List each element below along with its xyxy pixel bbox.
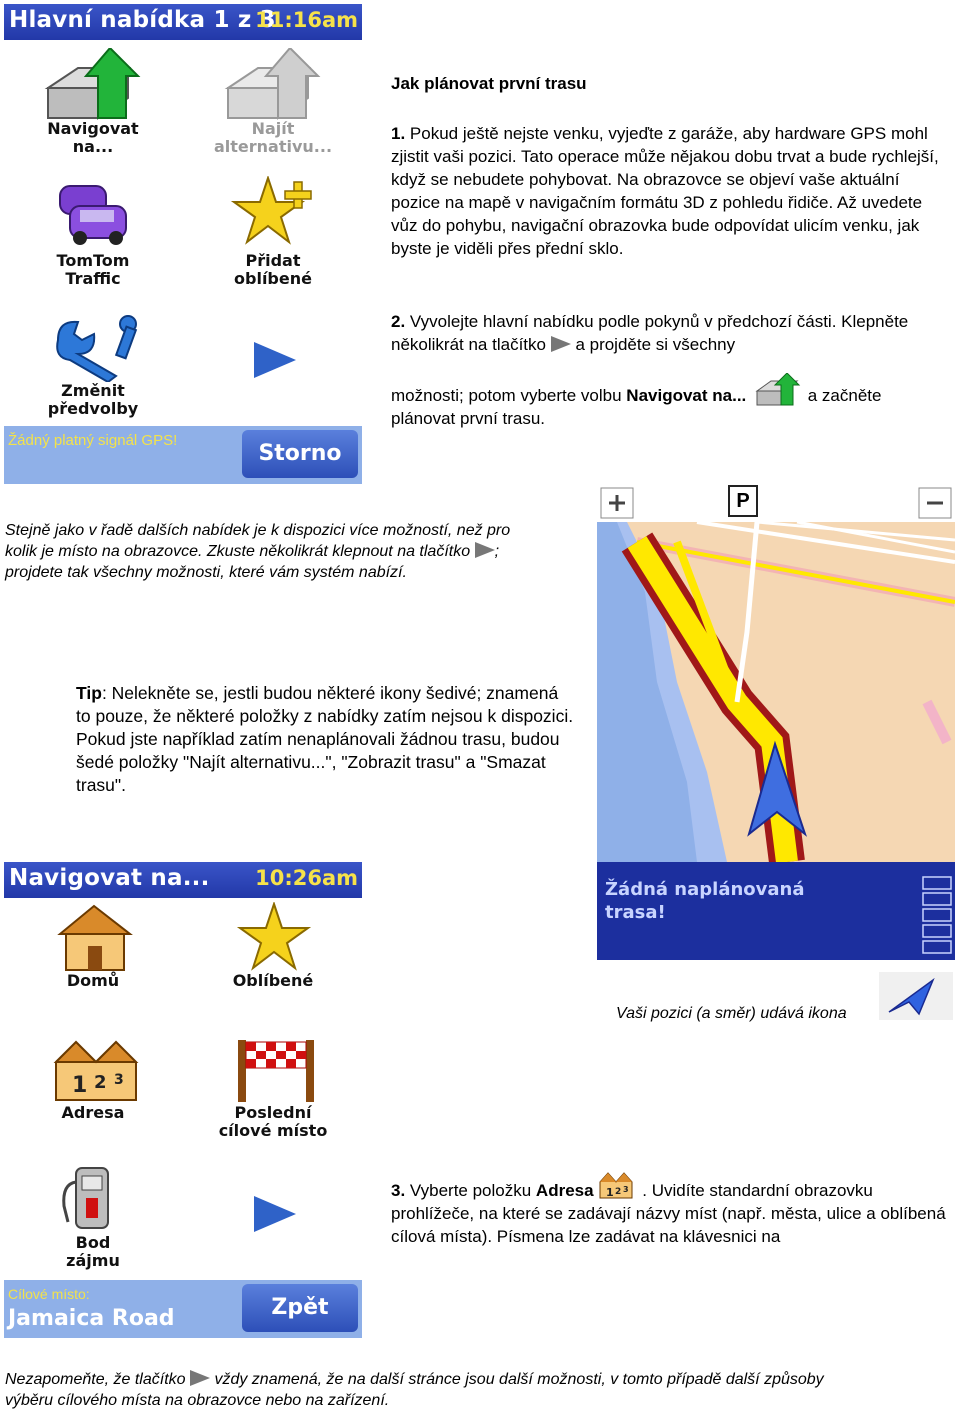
step-3-text-b: . Uvidíte standardní obrazovku prohlížeče, na které se zadávají názvy míst (např. města, ulice a oblíbená cílová místa). Písmena lze zadávat na klávesnici na — [391, 1181, 946, 1246]
main-menu-titlebar — [4, 4, 362, 40]
step-2-text-a: Vyvolejte hlavní nabídku podle pokynů v předchozí části. Klepněte několikrát na tlačítko — [391, 312, 909, 354]
finish-flag-icon — [198, 1034, 348, 1106]
destination-label: Cílové místo: — [8, 1286, 90, 1302]
add-fav-label-2: oblíbené — [234, 269, 312, 288]
navigate-label-1: Navigovat — [47, 119, 139, 138]
main-menu-screen — [4, 4, 362, 484]
step-2-line-3 — [391, 373, 956, 430]
step-3-bold: Adresa — [535, 1181, 594, 1200]
note-text-b: ; projdete tak všechny možnosti, které vám systém nabízí. — [5, 543, 500, 581]
step-2-text-c: možnosti; potom vyberte volbu — [391, 386, 622, 405]
step-3-paragraph — [391, 1170, 957, 1248]
next-arrow-inline-icon — [190, 1370, 210, 1386]
map-status-text — [605, 878, 805, 924]
next-page-arrow-icon[interactable] — [254, 1196, 296, 1232]
navigate-to-button[interactable] — [18, 48, 168, 168]
poi-label-1: Bod — [75, 1233, 111, 1252]
step-1-text: Pokud ještě nejste venku, vyjeďte z garáže, aby hardware GPS mohl zjistit vaši pozici. Tato operace může nějakou dobu trvat a bude rychlejší, když se nebudete pohybovat. Na obrazovce se objeví vaše aktuální pozice na mapě v navigačním formátu 3D z pohledu řidiče. Až uvedete vůz do pohybu, navigační obrazovka bude odpovídat ulicím venku, jak byste je viděli přes přední sklo. — [391, 124, 939, 258]
star-icon — [198, 902, 348, 974]
map-parking-icon: P — [736, 490, 750, 512]
step-2-bold: Navigovat na... — [626, 386, 747, 405]
section-heading: Jak plánovat první trasu — [391, 74, 587, 93]
main-menu-clock: 11:16am — [255, 8, 358, 32]
svg-text:3: 3 — [623, 1185, 629, 1194]
gps-status-text: Žádný platný signál GPS! — [8, 432, 178, 449]
grey-arrow-icon — [198, 48, 348, 120]
change-preferences-button[interactable] — [18, 310, 168, 430]
note-text-a: Stejně jako v řadě dalších nabídek je k dispozici více možností, než pro kolik je místo na obrazovce. Zkuste několikrát klepnout na tlačítko — [5, 522, 511, 560]
address-inline-icon — [598, 1170, 642, 1200]
step-2-text-d: a začněte — [807, 386, 882, 405]
tomtom-traffic-button[interactable] — [18, 176, 168, 296]
tip-text: : Nelekněte se, jestli budou některé ikony šedivé; znamená to pouze, že některé položky z nabídky zatím nejsou k dispozici. Pokud jste například zatím nenaplánovali žádnou trasu, budou šedé položky "Najít alternativu...", "Zobrazit trasu" a "Smazat trasu". — [76, 683, 574, 795]
recent-label-2: cílové místo — [218, 1121, 328, 1140]
cancel-button[interactable]: Storno — [242, 430, 358, 478]
svg-text:1: 1 — [72, 1073, 88, 1098]
navigate-menu-screen — [4, 862, 362, 1340]
navigate-menu-bottombar — [4, 1280, 362, 1338]
svg-text:2: 2 — [94, 1072, 107, 1093]
cars-icon — [18, 176, 168, 248]
map-zoom-in-icon[interactable] — [601, 488, 633, 518]
house-icon — [18, 902, 168, 974]
green-arrow-icon — [18, 48, 168, 120]
find-alt-label-2: alternativu... — [213, 137, 333, 156]
find-alternative-button[interactable] — [198, 48, 348, 168]
next-arrow-inline-icon — [551, 336, 571, 352]
tip-label: Tip — [76, 683, 102, 703]
position-caption: Vaši pozici (a směr) udává ikona — [616, 1005, 847, 1022]
step-2-text-b: a projděte si všechny — [575, 335, 736, 354]
address-icon — [18, 1034, 168, 1106]
add-fav-label-1: Přidat — [245, 251, 301, 270]
step-2-paragraph — [391, 310, 951, 356]
poi-label-2: zájmu — [66, 1251, 120, 1270]
traffic-label-1: TomTom — [56, 251, 130, 270]
navigate-menu-title: Navigovat na... — [9, 865, 210, 891]
map-zoom-out-icon[interactable] — [919, 488, 951, 518]
map-screen — [597, 482, 955, 960]
recent-label-1: Poslední — [234, 1103, 312, 1122]
step-2-text-e: plánovat první trasu. — [391, 409, 546, 428]
navigate-menu-titlebar — [4, 862, 362, 898]
svg-text:3: 3 — [114, 1072, 124, 1088]
favourites-button[interactable] — [198, 902, 348, 1022]
map-status-line-1: Žádná naplánovaná — [605, 879, 805, 900]
favourites-label: Oblíbené — [232, 971, 314, 990]
step-1-paragraph — [391, 122, 951, 260]
star-plus-icon — [198, 176, 348, 248]
more-options-note — [5, 520, 525, 583]
prefs-label-1: Změnit — [61, 381, 125, 400]
footer-text-a: Nezapomeňte, že tlačítko — [5, 1371, 186, 1388]
address-button[interactable] — [18, 1034, 168, 1154]
next-arrow-inline-icon — [475, 542, 495, 558]
footer-note — [5, 1369, 825, 1411]
step-3-number: 3. — [391, 1181, 406, 1200]
step-2-number: 2. — [391, 312, 406, 331]
position-arrow-icon — [879, 972, 953, 1020]
navigate-inline-icon — [753, 373, 801, 407]
main-menu-title: Hlavní nabídka 1 z 3 — [9, 7, 276, 33]
main-menu-bottombar — [4, 426, 362, 484]
navigate-menu-clock: 10:26am — [255, 866, 358, 890]
prefs-label-2: předvolby — [47, 399, 139, 418]
step-3-text-a: Vyberte položku — [405, 1181, 532, 1200]
step-1-number: 1. — [391, 124, 406, 143]
recent-destination-button[interactable] — [198, 1034, 348, 1154]
next-page-arrow-icon[interactable] — [254, 342, 296, 378]
back-button[interactable]: Zpět — [242, 1284, 358, 1332]
svg-text:1: 1 — [606, 1186, 614, 1199]
navigate-label-2: na... — [72, 137, 114, 156]
find-alt-label-1: Najít — [251, 119, 295, 138]
home-button[interactable] — [18, 902, 168, 1022]
footer-text-b: vždy znamená, že na další stránce jsou další možnosti, v tomto případě další způsoby výběru cílového místa na obrazovce nebo na zařízení. — [5, 1371, 824, 1409]
home-label: Domů — [66, 971, 120, 990]
wrench-icon — [18, 310, 168, 382]
fuel-pump-icon — [18, 1162, 168, 1234]
svg-text:2: 2 — [615, 1187, 622, 1197]
point-of-interest-button[interactable] — [18, 1162, 168, 1282]
address-label: Adresa — [61, 1103, 125, 1122]
add-favourite-button[interactable] — [198, 176, 348, 296]
tip-box — [76, 682, 576, 797]
map-status-line-2: trasa! — [605, 902, 666, 923]
traffic-label-2: Traffic — [65, 269, 121, 288]
destination-value: Jamaica Road — [8, 1306, 175, 1331]
